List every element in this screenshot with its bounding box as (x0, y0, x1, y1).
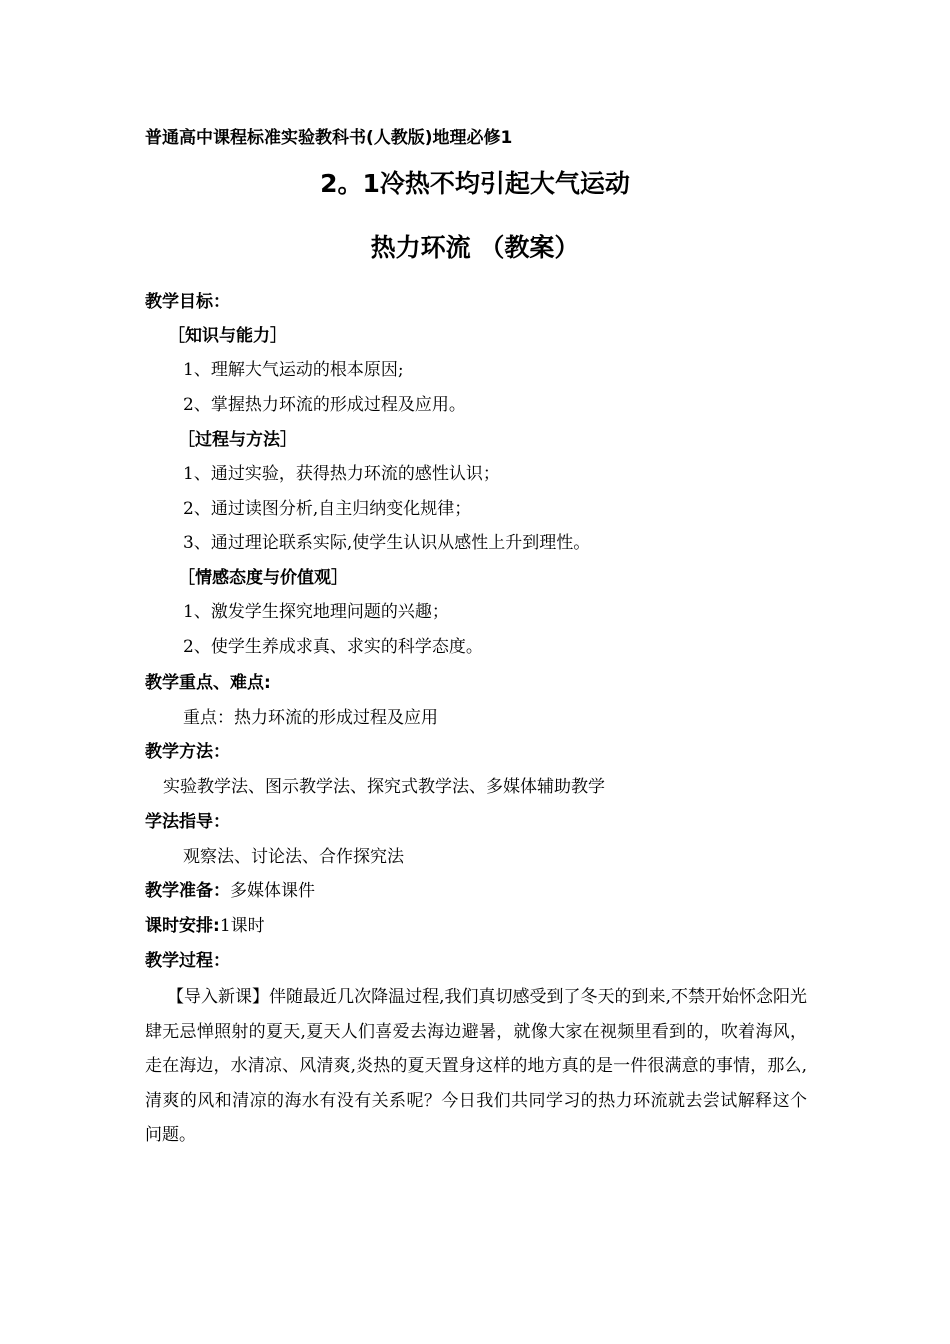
methods-text: 实验教学法、图示教学法、探究式教学法、多媒体辅助教学 (163, 777, 605, 797)
intro-paragraph (145, 980, 807, 1153)
process-item-3: 3、通过理论联系实际,使学生认识从感性上升到理性。 (183, 533, 591, 553)
key-points-text: 重点：热力环流的形成过程及应用 (183, 708, 438, 728)
document-subtitle: 热力环流 （教案） (370, 233, 580, 262)
attitude-item-1: 1、激发学生探究地理问题的兴趣； (183, 602, 449, 622)
process-heading: 教学过程： (145, 951, 230, 971)
methods-heading: 教学方法： (145, 742, 230, 762)
attitude-item-2: 2、使学生养成求真、求实的科学态度。 (183, 637, 483, 657)
process-method-heading: ［过程与方法］ (178, 430, 297, 450)
preparation-line (145, 879, 315, 903)
key-points-heading: 教学重点、难点: (145, 673, 271, 693)
schedule-text: 1课时 (219, 916, 265, 936)
knowledge-item-2: 2、掌握热力环流的形成过程及应用。 (183, 395, 466, 415)
attitude-heading: ［情感态度与价值观］ (178, 568, 348, 588)
process-item-1: 1、通过实验，获得热力环流的感性认识； (183, 464, 500, 484)
process-item-2: 2、通过读图分析,自主归纳变化规律； (183, 499, 472, 519)
intro-label: 【导入新课】 (167, 987, 270, 1007)
series-header: 普通高中课程标准实验教科书(人教版)地理必修1 (145, 128, 513, 148)
document-title: 2。1冷热不均引起大气运动 (320, 169, 630, 198)
schedule-line (145, 914, 265, 938)
knowledge-heading: ［知识与能力］ (168, 326, 287, 346)
knowledge-item-1: 1、理解大气运动的根本原因; (183, 360, 404, 380)
schedule-heading: 课时安排: (145, 916, 220, 936)
preparation-heading: 教学准备： (145, 881, 230, 901)
preparation-text: 多媒体课件 (230, 881, 315, 901)
objectives-heading: 教学目标： (145, 292, 230, 312)
guidance-text: 观察法、讨论法、合作探究法 (183, 847, 404, 867)
intro-text: 伴随最近几次降温过程,我们真切感受到了冬天的到来,不禁开始怀念阳光肆无忌惮照射的夏天,夏天人们喜爱去海边避暑，就像大家在视频里看到的，吹着海风，走在海边，水清凉、风清爽,炎热的夏天置身这样的地方真的是一件很满意的事情，那么,清爽的风和清凉的海水有没有关系呢？今日我们共同学习的热力环流就去尝试解释这个问题。 (145, 987, 808, 1145)
guidance-heading: 学法指导： (145, 812, 230, 832)
